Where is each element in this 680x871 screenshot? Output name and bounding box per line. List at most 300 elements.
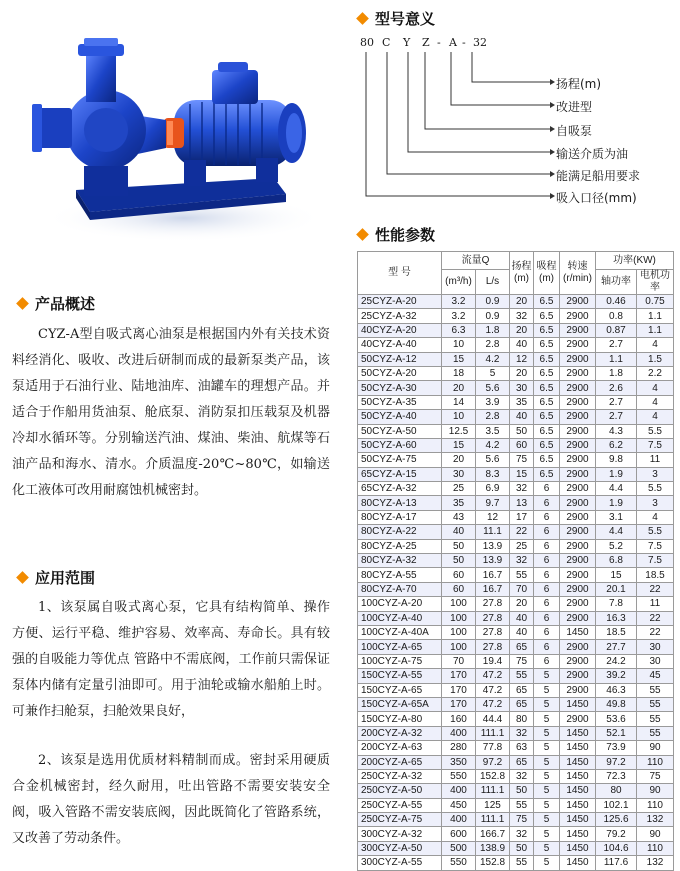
cell-flow-m3h: 3.2 <box>442 309 476 323</box>
cell-speed: 2900 <box>560 568 596 582</box>
cell-motor-power: 22 <box>637 625 674 639</box>
table-row <box>358 482 674 496</box>
table-row <box>358 352 674 366</box>
table-row <box>358 813 674 827</box>
table-row <box>358 453 674 467</box>
cell-speed: 2900 <box>560 295 596 309</box>
table-row <box>358 338 674 352</box>
cell-flow-m3h: 400 <box>442 726 476 740</box>
cell-flow-m3h: 170 <box>442 683 476 697</box>
cell-model: 300CYZ-A-50 <box>358 841 442 855</box>
cell-model: 80CYZ-A-32 <box>358 554 442 568</box>
cell-speed: 1450 <box>560 755 596 769</box>
cell-suction: 6 <box>534 539 560 553</box>
cell-flow-m3h: 25 <box>442 482 476 496</box>
cell-head: 20 <box>510 597 534 611</box>
cell-head: 12 <box>510 352 534 366</box>
cell-flow-ls: 27.8 <box>476 597 510 611</box>
cell-shaft-power: 2.7 <box>596 410 637 424</box>
cell-speed: 1450 <box>560 697 596 711</box>
diamond-bullet-icon <box>16 297 29 310</box>
cell-model: 50CYZ-A-35 <box>358 395 442 409</box>
cell-motor-power: 75 <box>637 769 674 783</box>
cell-model: 250CYZ-A-32 <box>358 769 442 783</box>
cell-head: 75 <box>510 453 534 467</box>
cell-flow-m3h: 400 <box>442 813 476 827</box>
cell-flow-ls: 166.7 <box>476 827 510 841</box>
meaning-self-priming: 自吸泵 <box>556 124 593 138</box>
cell-shaft-power: 72.3 <box>596 769 637 783</box>
cell-flow-m3h: 400 <box>442 784 476 798</box>
header-flow-m3h: (m³/h) <box>442 270 476 295</box>
cell-suction: 5 <box>534 856 560 870</box>
cell-flow-ls: 125 <box>476 798 510 812</box>
code-part: - <box>437 36 441 49</box>
cell-shaft-power: 4.4 <box>596 482 637 496</box>
cell-motor-power: 1.1 <box>637 309 674 323</box>
cell-flow-m3h: 500 <box>442 841 476 855</box>
cell-shaft-power: 3.1 <box>596 510 637 524</box>
cell-head: 50 <box>510 784 534 798</box>
header-motor-power: 电机功率 <box>637 270 674 295</box>
cell-suction: 6 <box>534 640 560 654</box>
cell-flow-m3h: 60 <box>442 568 476 582</box>
cell-motor-power: 55 <box>637 712 674 726</box>
table-row <box>358 496 674 510</box>
cell-flow-ls: 19.4 <box>476 654 510 668</box>
cell-shaft-power: 117.6 <box>596 856 637 870</box>
table-row <box>358 755 674 769</box>
cell-flow-m3h: 10 <box>442 410 476 424</box>
cell-speed: 1450 <box>560 769 596 783</box>
cell-head: 20 <box>510 323 534 337</box>
table-row <box>358 669 674 683</box>
cell-flow-m3h: 30 <box>442 467 476 481</box>
cell-flow-ls: 4.2 <box>476 352 510 366</box>
cell-model: 150CYZ-A-55 <box>358 669 442 683</box>
cell-flow-m3h: 12.5 <box>442 424 476 438</box>
cell-motor-power: 5.5 <box>637 482 674 496</box>
cell-model: 250CYZ-A-55 <box>358 798 442 812</box>
cell-flow-m3h: 100 <box>442 625 476 639</box>
cell-model: 25CYZ-A-32 <box>358 309 442 323</box>
meaning-inlet-diameter: 吸入口径(mm) <box>556 191 637 205</box>
cell-motor-power: 5.5 <box>637 424 674 438</box>
cell-shaft-power: 7.8 <box>596 597 637 611</box>
diamond-bullet-icon <box>16 571 29 584</box>
cell-motor-power: 3 <box>637 496 674 510</box>
cell-model: 200CYZ-A-32 <box>358 726 442 740</box>
cell-motor-power: 55 <box>637 683 674 697</box>
cell-motor-power: 4 <box>637 510 674 524</box>
meaning-head: 扬程(m) <box>556 77 602 91</box>
cell-suction: 5 <box>534 683 560 697</box>
cell-shaft-power: 20.1 <box>596 582 637 596</box>
cell-suction: 6 <box>534 496 560 510</box>
cell-shaft-power: 0.8 <box>596 309 637 323</box>
cell-motor-power: 11 <box>637 597 674 611</box>
cell-shaft-power: 1.9 <box>596 467 637 481</box>
cell-motor-power: 30 <box>637 640 674 654</box>
cell-speed: 2900 <box>560 611 596 625</box>
cell-speed: 2900 <box>560 554 596 568</box>
cell-flow-ls: 2.8 <box>476 338 510 352</box>
cell-speed: 1450 <box>560 726 596 740</box>
code-part: 80 <box>360 36 374 49</box>
cell-head: 32 <box>510 309 534 323</box>
cell-motor-power: 30 <box>637 654 674 668</box>
cell-suction: 5 <box>534 712 560 726</box>
header-model: 型 号 <box>358 252 442 295</box>
cell-flow-ls: 11.1 <box>476 525 510 539</box>
cell-suction: 6 <box>534 554 560 568</box>
cell-suction: 5 <box>534 798 560 812</box>
cell-shaft-power: 2.7 <box>596 395 637 409</box>
code-part: 32 <box>473 36 487 49</box>
cell-shaft-power: 80 <box>596 784 637 798</box>
table-row <box>358 554 674 568</box>
table-row <box>358 683 674 697</box>
cell-flow-m3h: 550 <box>442 769 476 783</box>
table-row <box>358 295 674 309</box>
header-suction: 吸程 (m) <box>534 252 560 295</box>
cell-model: 100CYZ-A-65 <box>358 640 442 654</box>
cell-flow-ls: 0.9 <box>476 295 510 309</box>
cell-suction: 6 <box>534 582 560 596</box>
cell-motor-power: 110 <box>637 841 674 855</box>
cell-head: 70 <box>510 582 534 596</box>
cell-flow-ls: 152.8 <box>476 769 510 783</box>
cell-suction: 6.5 <box>534 467 560 481</box>
cell-flow-ls: 3.5 <box>476 424 510 438</box>
cell-shaft-power: 1.9 <box>596 496 637 510</box>
cell-motor-power: 4 <box>637 410 674 424</box>
cell-model: 200CYZ-A-65 <box>358 755 442 769</box>
cell-suction: 5 <box>534 726 560 740</box>
table-row <box>358 539 674 553</box>
cell-motor-power: 7.5 <box>637 539 674 553</box>
cell-motor-power: 132 <box>637 856 674 870</box>
cell-model: 50CYZ-A-60 <box>358 438 442 452</box>
table-row <box>358 525 674 539</box>
cell-suction: 6.5 <box>534 381 560 395</box>
cell-suction: 6 <box>534 654 560 668</box>
cell-motor-power: 7.5 <box>637 554 674 568</box>
cell-flow-m3h: 35 <box>442 496 476 510</box>
cell-flow-ls: 47.2 <box>476 683 510 697</box>
cell-flow-m3h: 100 <box>442 640 476 654</box>
cell-shaft-power: 79.2 <box>596 827 637 841</box>
cell-motor-power: 22 <box>637 611 674 625</box>
cell-head: 65 <box>510 683 534 697</box>
cell-shaft-power: 102.1 <box>596 798 637 812</box>
cell-head: 50 <box>510 424 534 438</box>
cell-speed: 2900 <box>560 309 596 323</box>
cell-flow-ls: 12 <box>476 510 510 524</box>
cell-motor-power: 110 <box>637 798 674 812</box>
cell-motor-power: 22 <box>637 582 674 596</box>
cell-flow-m3h: 3.2 <box>442 295 476 309</box>
cell-speed: 1450 <box>560 798 596 812</box>
table-row <box>358 395 674 409</box>
cell-model: 65CYZ-A-15 <box>358 467 442 481</box>
table-row <box>358 841 674 855</box>
cell-flow-ls: 13.9 <box>476 539 510 553</box>
cell-head: 65 <box>510 697 534 711</box>
cell-flow-ls: 47.2 <box>476 669 510 683</box>
cell-flow-ls: 27.8 <box>476 640 510 654</box>
cell-model: 80CYZ-A-55 <box>358 568 442 582</box>
cell-motor-power: 4 <box>637 338 674 352</box>
cell-flow-m3h: 450 <box>442 798 476 812</box>
table-row <box>358 697 674 711</box>
table-row <box>358 424 674 438</box>
cell-flow-ls: 5.6 <box>476 453 510 467</box>
cell-flow-m3h: 600 <box>442 827 476 841</box>
cell-motor-power: 45 <box>637 669 674 683</box>
cell-flow-ls: 0.9 <box>476 309 510 323</box>
cell-suction: 5 <box>534 697 560 711</box>
table-row <box>358 654 674 668</box>
table-row <box>358 568 674 582</box>
cell-flow-m3h: 100 <box>442 611 476 625</box>
cell-model: 150CYZ-A-65A <box>358 697 442 711</box>
cell-model: 250CYZ-A-75 <box>358 813 442 827</box>
cell-head: 50 <box>510 841 534 855</box>
cell-model: 150CYZ-A-80 <box>358 712 442 726</box>
header-flow: 流量Q <box>442 252 510 270</box>
cell-speed: 2900 <box>560 597 596 611</box>
cell-suction: 5 <box>534 755 560 769</box>
cell-head: 32 <box>510 726 534 740</box>
cell-speed: 1450 <box>560 841 596 855</box>
code-part: C <box>382 36 391 49</box>
performance-title <box>358 224 435 245</box>
model-meaning-title <box>358 8 435 29</box>
cell-speed: 2900 <box>560 496 596 510</box>
header-power: 功率(KW) <box>596 252 674 270</box>
cell-suction: 6 <box>534 482 560 496</box>
cell-motor-power: 2.2 <box>637 366 674 380</box>
cell-flow-m3h: 50 <box>442 539 476 553</box>
cell-head: 55 <box>510 798 534 812</box>
cell-head: 32 <box>510 554 534 568</box>
cell-flow-ls: 111.1 <box>476 813 510 827</box>
cell-suction: 6.5 <box>534 438 560 452</box>
cell-flow-m3h: 170 <box>442 669 476 683</box>
meaning-medium-oil: 输送介质为油 <box>556 147 629 161</box>
cell-shaft-power: 1.1 <box>596 352 637 366</box>
cell-flow-ls: 1.8 <box>476 323 510 337</box>
cell-shaft-power: 104.6 <box>596 841 637 855</box>
cell-flow-m3h: 15 <box>442 438 476 452</box>
table-row <box>358 582 674 596</box>
cell-flow-ls: 2.8 <box>476 410 510 424</box>
cell-flow-m3h: 20 <box>442 453 476 467</box>
table-row <box>358 438 674 452</box>
cell-model: 40CYZ-A-20 <box>358 323 442 337</box>
cell-model: 25CYZ-A-20 <box>358 295 442 309</box>
cell-shaft-power: 4.4 <box>596 525 637 539</box>
cell-motor-power: 55 <box>637 726 674 740</box>
cell-model: 50CYZ-A-75 <box>358 453 442 467</box>
cell-motor-power: 7.5 <box>637 438 674 452</box>
cell-flow-ls: 111.1 <box>476 784 510 798</box>
cell-shaft-power: 49.8 <box>596 697 637 711</box>
cell-head: 22 <box>510 525 534 539</box>
cell-shaft-power: 1.8 <box>596 366 637 380</box>
cell-shaft-power: 6.2 <box>596 438 637 452</box>
cell-head: 13 <box>510 496 534 510</box>
cell-motor-power: 4 <box>637 381 674 395</box>
cell-flow-m3h: 15 <box>442 352 476 366</box>
cell-head: 55 <box>510 669 534 683</box>
cell-model: 80CYZ-A-25 <box>358 539 442 553</box>
cell-speed: 1450 <box>560 784 596 798</box>
cell-speed: 2900 <box>560 510 596 524</box>
overview-title-text: 产品概述 <box>35 295 96 313</box>
cell-shaft-power: 27.7 <box>596 640 637 654</box>
cell-flow-m3h: 6.3 <box>442 323 476 337</box>
cell-head: 65 <box>510 640 534 654</box>
cell-speed: 2900 <box>560 453 596 467</box>
cell-motor-power: 90 <box>637 784 674 798</box>
cell-head: 30 <box>510 381 534 395</box>
cell-model: 100CYZ-A-40A <box>358 625 442 639</box>
table-row <box>358 769 674 783</box>
cell-flow-m3h: 280 <box>442 741 476 755</box>
cell-suction: 6 <box>534 611 560 625</box>
cell-speed: 2900 <box>560 438 596 452</box>
cell-speed: 2900 <box>560 712 596 726</box>
terminal-box <box>212 70 258 104</box>
cell-suction: 5 <box>534 841 560 855</box>
cell-suction: 5 <box>534 784 560 798</box>
cell-speed: 1450 <box>560 625 596 639</box>
cell-model: 200CYZ-A-63 <box>358 741 442 755</box>
cell-flow-m3h: 170 <box>442 697 476 711</box>
cell-motor-power: 18.5 <box>637 568 674 582</box>
cell-suction: 6.5 <box>534 352 560 366</box>
model-code <box>360 36 500 50</box>
cell-flow-m3h: 160 <box>442 712 476 726</box>
cell-shaft-power: 125.6 <box>596 813 637 827</box>
table-row <box>358 410 674 424</box>
cell-shaft-power: 39.2 <box>596 669 637 683</box>
overview-text: CYZ-A型自吸式离心油泵是根据国内外有关技术资料经消化、吸收、改进后研制而成的最新泵类产品，该泵适用于石油行业、陆地油库、油罐车的理想产品。并适合于作船用货油泵、舱底泵、消防泵扣压载泵及机器冷却水循环等。分别输送汽油、煤油、柴油、航煤等石油产品和海水、清水。介质温度-20℃~80℃，如输送化工液体可改用耐腐蚀机械密封。 <box>12 327 330 498</box>
cell-speed: 2900 <box>560 582 596 596</box>
cell-shaft-power: 9.8 <box>596 453 637 467</box>
table-row <box>358 798 674 812</box>
cell-suction: 6.5 <box>534 338 560 352</box>
table-row <box>358 741 674 755</box>
header-shaft-power: 轴功率 <box>596 270 637 295</box>
cell-head: 40 <box>510 338 534 352</box>
cell-speed: 2900 <box>560 482 596 496</box>
cell-head: 20 <box>510 366 534 380</box>
cell-model: 50CYZ-A-40 <box>358 410 442 424</box>
cell-flow-ls: 5.6 <box>476 381 510 395</box>
cell-flow-ls: 47.2 <box>476 697 510 711</box>
cell-motor-power: 5.5 <box>637 525 674 539</box>
cell-flow-ls: 5 <box>476 366 510 380</box>
header-head: 扬程 (m) <box>510 252 534 295</box>
scope-paragraph-2: 2、该泵是选用优质材料精制而成。密封采用硬质合金机械密封，经久耐用，吐出管路不需要安装安全阀，吸入管路不需安装底阀，因此既简化了管路系统，又改善了劳动条件。 <box>12 753 330 846</box>
cell-flow-ls: 16.7 <box>476 582 510 596</box>
cell-model: 40CYZ-A-40 <box>358 338 442 352</box>
cell-flow-ls: 8.3 <box>476 467 510 481</box>
cell-head: 32 <box>510 769 534 783</box>
pump-image <box>24 8 314 248</box>
cell-shaft-power: 73.9 <box>596 741 637 755</box>
cell-motor-power: 90 <box>637 741 674 755</box>
table-row <box>358 510 674 524</box>
cell-model: 300CYZ-A-55 <box>358 856 442 870</box>
cell-flow-m3h: 10 <box>442 338 476 352</box>
cell-head: 75 <box>510 813 534 827</box>
cell-suction: 6 <box>534 525 560 539</box>
cell-flow-m3h: 550 <box>442 856 476 870</box>
cell-flow-ls: 6.9 <box>476 482 510 496</box>
cell-flow-m3h: 14 <box>442 395 476 409</box>
cell-model: 50CYZ-A-30 <box>358 381 442 395</box>
cell-shaft-power: 0.87 <box>596 323 637 337</box>
cell-head: 65 <box>510 755 534 769</box>
cell-head: 40 <box>510 611 534 625</box>
cell-suction: 6.5 <box>534 424 560 438</box>
cell-flow-ls: 4.2 <box>476 438 510 452</box>
scope-paragraph-1: 1、该泵属自吸式离心泵，它具有结构简单、操作方便、运行平稳、维护容易、效率高、寿命长。具有较强的自吸能力等优点 管路中不需底阀，工作前只需保证泵体内储有定量引油即可。用于油轮或输水船舶上时。可兼作扫舱泵，扫舱效果良好， <box>12 600 330 719</box>
cell-head: 75 <box>510 654 534 668</box>
meaning-marine: 能满足船用要求 <box>556 169 641 183</box>
cell-speed: 1450 <box>560 813 596 827</box>
scope-title-text: 应用范围 <box>35 569 96 587</box>
table-row <box>358 366 674 380</box>
cell-model: 50CYZ-A-20 <box>358 366 442 380</box>
table-row <box>358 625 674 639</box>
cell-suction: 6.5 <box>534 410 560 424</box>
cell-motor-power: 110 <box>637 755 674 769</box>
scope-title <box>18 567 95 588</box>
cell-motor-power: 4 <box>637 395 674 409</box>
cell-head: 55 <box>510 856 534 870</box>
cell-model: 100CYZ-A-20 <box>358 597 442 611</box>
cell-suction: 6.5 <box>534 395 560 409</box>
cell-motor-power: 55 <box>637 697 674 711</box>
diamond-bullet-icon <box>356 12 369 25</box>
cell-shaft-power: 0.46 <box>596 295 637 309</box>
table-row <box>358 856 674 870</box>
cell-speed: 2900 <box>560 395 596 409</box>
cell-motor-power: 0.75 <box>637 295 674 309</box>
cell-shaft-power: 18.5 <box>596 625 637 639</box>
model-meaning-title-text: 型号意义 <box>375 10 436 28</box>
cell-speed: 2900 <box>560 683 596 697</box>
cell-motor-power: 132 <box>637 813 674 827</box>
code-part: Z <box>422 36 430 49</box>
cell-suction: 6.5 <box>534 323 560 337</box>
cell-suction: 6 <box>534 625 560 639</box>
cell-flow-ls: 77.8 <box>476 741 510 755</box>
cell-motor-power: 90 <box>637 827 674 841</box>
cell-speed: 2900 <box>560 640 596 654</box>
header-speed: 转速 (r/min) <box>560 252 596 295</box>
cell-head: 35 <box>510 395 534 409</box>
table-row <box>358 726 674 740</box>
cell-suction: 5 <box>534 813 560 827</box>
cell-shaft-power: 24.2 <box>596 654 637 668</box>
cell-shaft-power: 2.6 <box>596 381 637 395</box>
